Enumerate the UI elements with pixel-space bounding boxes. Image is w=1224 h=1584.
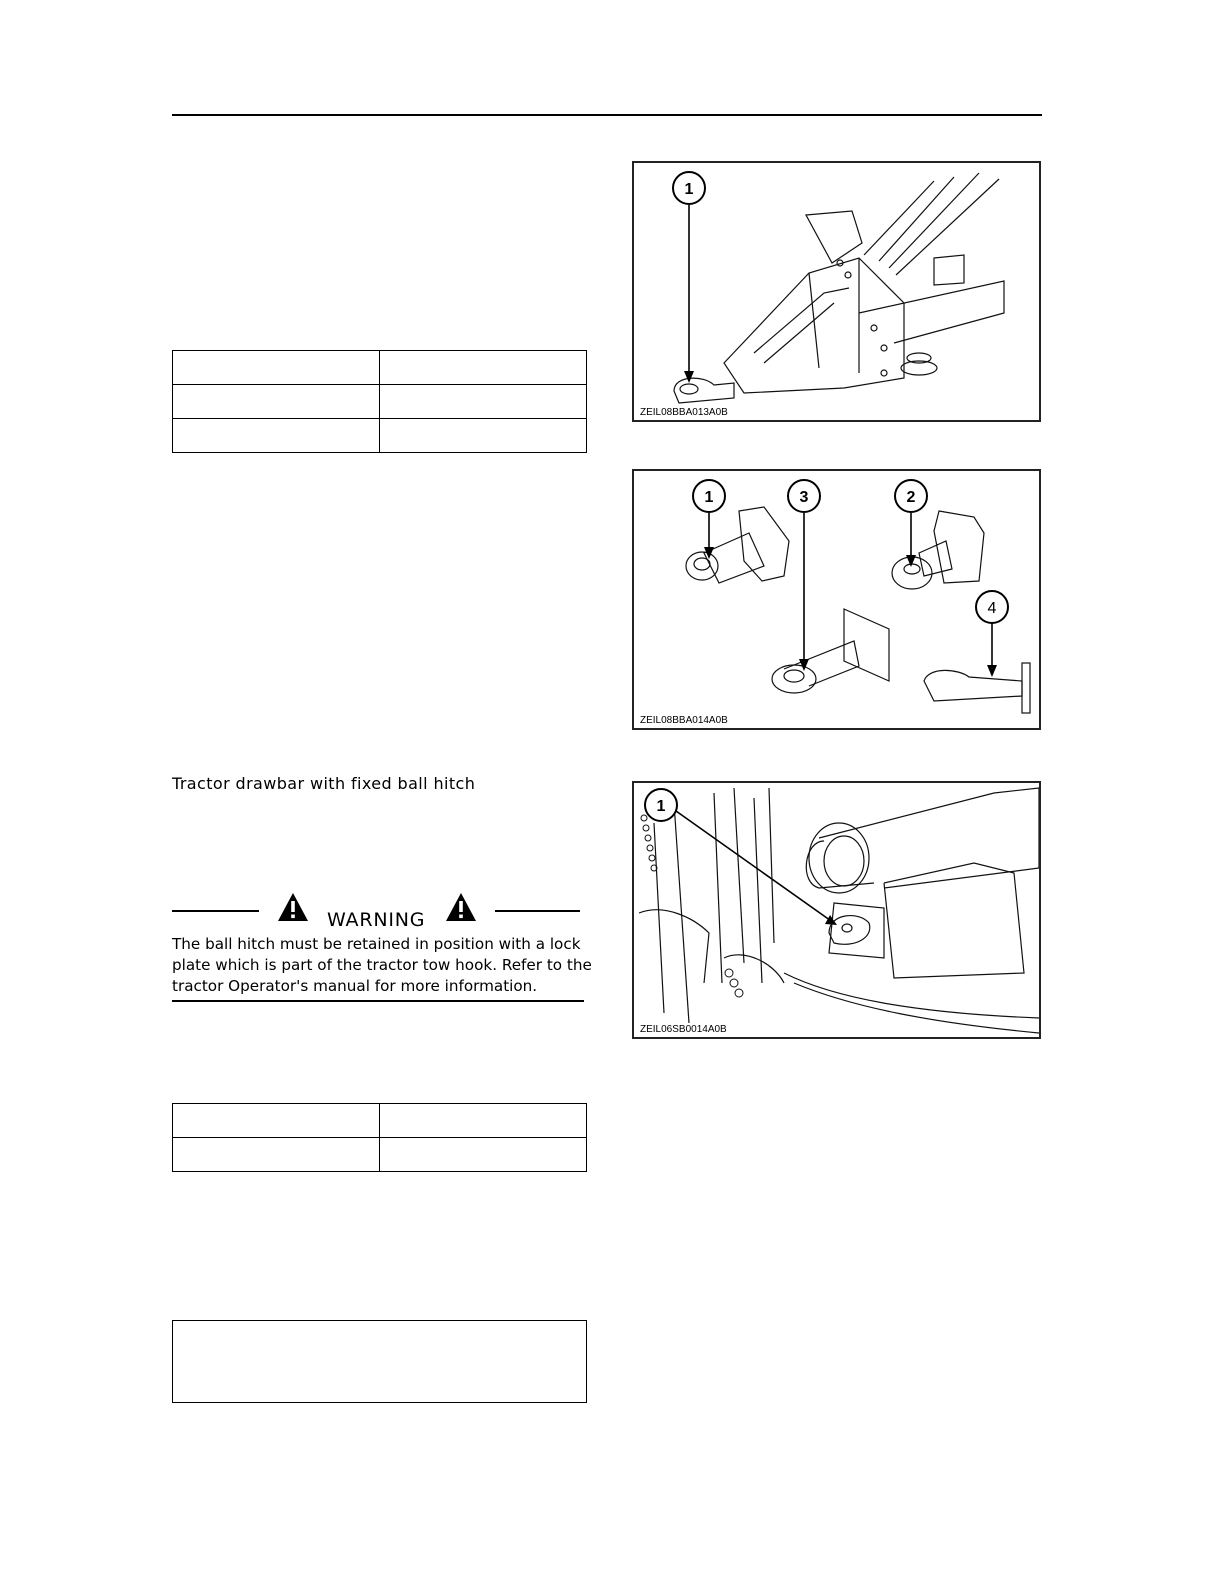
table-row [173, 1104, 587, 1138]
ball-hitch-drawing [634, 783, 1039, 1037]
note-box [172, 1320, 587, 1403]
callout-4: 4 [987, 600, 997, 617]
hitch-types-drawing [634, 471, 1039, 728]
figure-code: ZEIL06SB0014A0B [640, 1024, 727, 1035]
warning-triangle-icon [445, 892, 477, 926]
spec-table-1 [172, 350, 587, 453]
warning-triangle-icon [277, 892, 309, 926]
warning-title: WARNING [327, 909, 426, 931]
figure-code: ZEIL08BBA014A0B [640, 715, 728, 726]
header-rule [172, 114, 1042, 116]
figure-drawbar-eye [632, 161, 1041, 422]
warning-rule-bottom [172, 1000, 584, 1002]
callout-3: 3 [799, 489, 809, 506]
section-heading: Tractor drawbar with fixed ball hitch [172, 774, 476, 793]
table-row [173, 385, 587, 419]
callout-1: 1 [684, 181, 694, 198]
table-row [173, 1138, 587, 1172]
figure-code: ZEIL08BBA013A0B [640, 407, 728, 418]
callout-1: 1 [704, 489, 714, 506]
warning-text: The ball hitch must be retained in position with a lock plate which is part of the tractor tow hook. Refer to the tractor Operator's manual for more information. [172, 935, 592, 995]
table-row [173, 351, 587, 385]
table-row [173, 419, 587, 453]
warning-rule-left [172, 910, 259, 912]
warning-rule-right [495, 910, 580, 912]
callout-2: 2 [906, 489, 916, 506]
spec-table-2 [172, 1103, 587, 1172]
callout-1: 1 [656, 798, 666, 815]
figure-ball-hitch-photo [632, 781, 1041, 1039]
drawbar-eye-drawing [634, 163, 1039, 420]
figure-hitch-types [632, 469, 1041, 730]
